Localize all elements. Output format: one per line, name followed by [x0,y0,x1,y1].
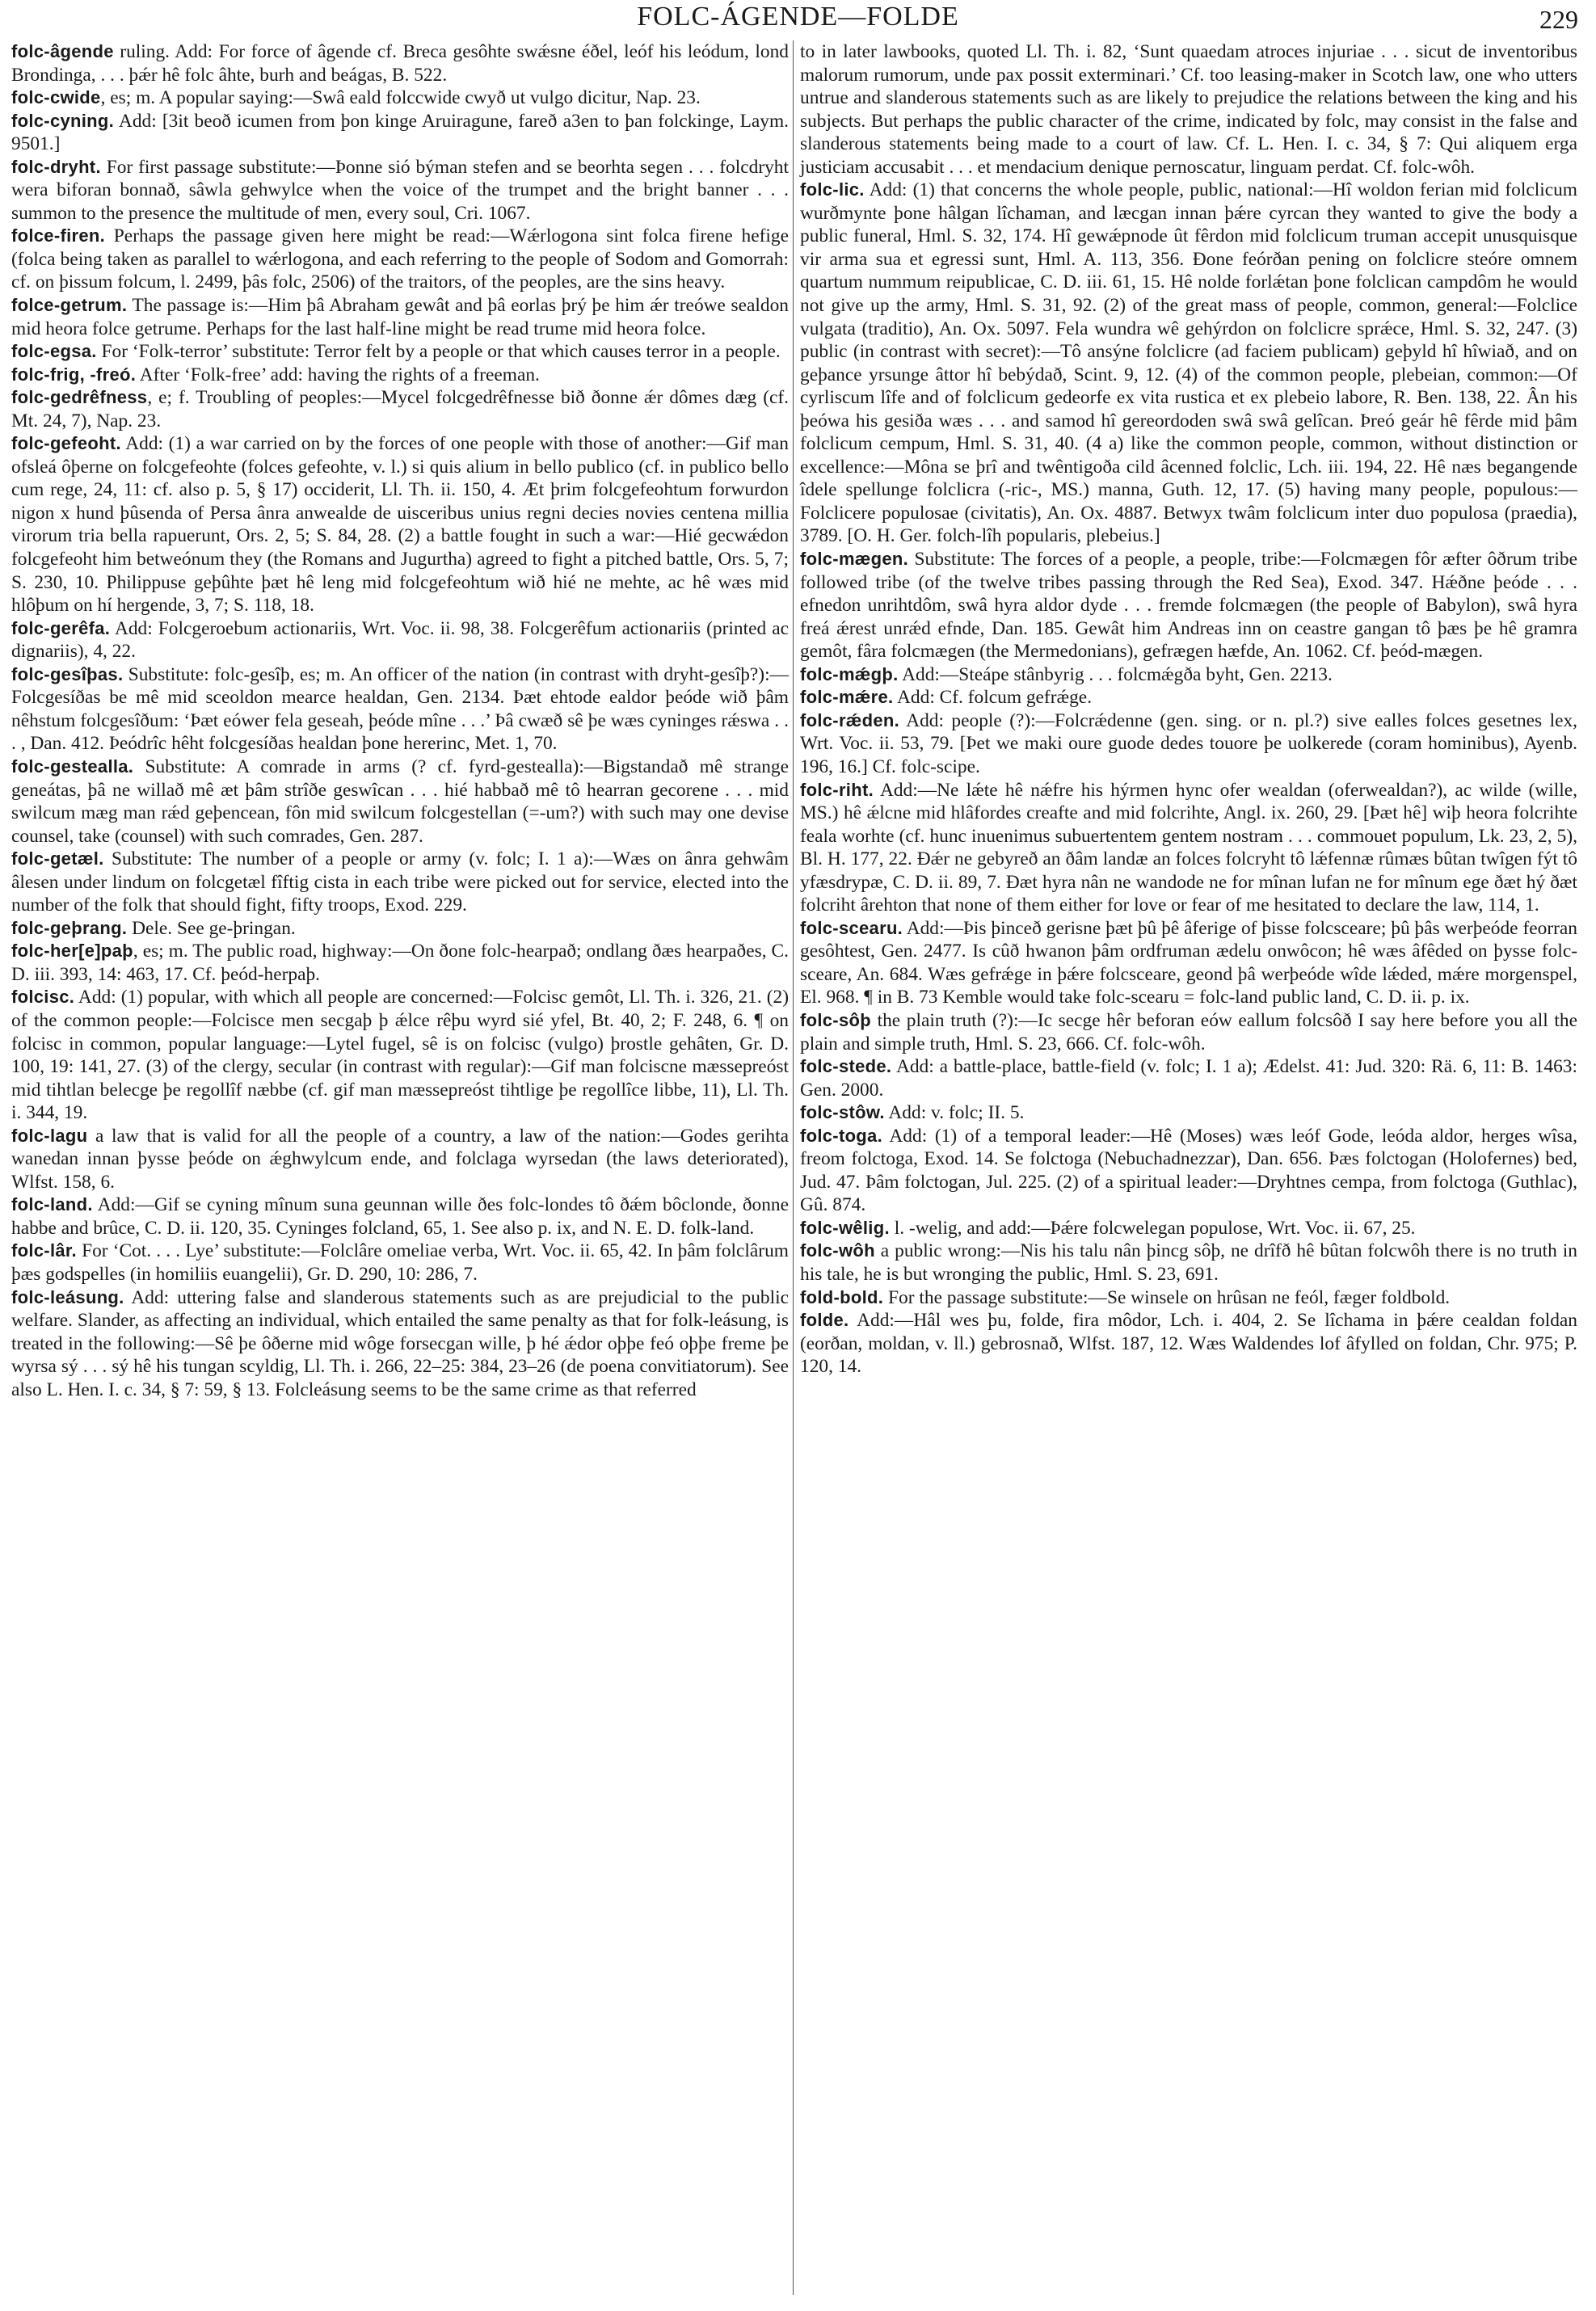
dictionary-entry [800,779,1577,917]
dictionary-entry [11,986,789,1124]
entry-definition: Add: (1) of a temporal leader:—Hê (Moses) wæs leóf Gode, leóda aldor, herges wîsa, freom folctoga, Exod. 14. Se folctoga (Nebuchadnezzar), Dan. 656. Þæs folctogan (Holofernes) bed, Jud. 47. Þâm folctogan, Jul. 225. (2) of a spiritual leader:—Dryhtnes cempa, from folctoga (Guthlac), Gû. 874. [800,1125,1577,1216]
dictionary-entry [800,1055,1577,1101]
dictionary-entry [11,848,789,917]
entry-headword: folc-gefeoht. [11,433,121,454]
entry-headword: fold-bold. [800,1286,884,1307]
dictionary-entry [11,917,789,941]
entry-definition: Add: Folcgeroebum actionariis, Wrt. Voc. ii. 98, 38. Folcgerêfum actionariis (printed ac dignariis), 4, 22. [11,617,789,663]
dictionary-entry [800,1286,1577,1310]
entry-definition: Add: a battle-place, battle-field (v. folc; I. 1 a); Ædelst. 41: Jud. 320: Rä. 6, 11: B. 1463: Gen. 2000. [800,1056,1577,1101]
entry-headword: folc-gedrêfness [11,387,148,408]
dictionary-entry [11,1125,789,1194]
page-number: 229 [1539,5,1578,34]
entry-headword: folc-toga. [800,1125,882,1146]
dictionary-entry [11,110,789,156]
dictionary-entry [800,1240,1577,1286]
entry-headword: folc-mægen. [800,549,909,570]
dictionary-entry [800,1009,1577,1055]
entry-headword: folc-riht. [800,779,874,800]
entry-headword: folc-gestealla. [11,756,134,777]
entry-definition: Add: (1) that concerns the whole people, public, national:—Hî woldon ferian mid folclicum wurðmynte þone hâlgan lîchaman, and læcgan innan þǽre cyrcan they wanted to give the body a public funeral, Hml. S. 32, 174. Hî gewǽpnode ût fêrdon mid folclicum truman accepit unusquisque vir arma sua et egressi sunt, Hml. A. 113, 356. Ðone feórðan pening on folclicre steóre omnem quartum nummum reipublicae, C. D. iii. 61, 15. Hê nolde forlǽtan þone folclican campdôm he would not give up the army, Hml. S. 31, 92. (2) of the great mass of people, common, general:—Folclice vulgata (traditio), An. Ox. 5097. Fela wundra wê gehýrdon on folclicre sprǽce, Hml. S. 32, 247. (3) public (in contrast with secret):—Tô ansýne folclicre (ad faciem publicam) geþyld hî hîwiað, and on geþance yrsunge âttor hî bebýdað, Scint. 9, 12. (4) of the common people, plebeian, common:—Of cyrliscum lîfe and of folclicum gedeorfe ex vita rustica et ex plebeio labore, R. Ben. 138, 22. Ân his þeówa his gesiða wæs . . . and samod hî gereordoden swâ swâ gelîcan. Þreó geár hê fêrde mid þâm folclicum cempum, Hml. S. 31, 40. (4 a) like the common people, common, without distinction or excellence:—Môna se þrî and twêntigoða cild âcenned folclic, Lch. iii. 194, 22. Hê næs begangende îdele spellunge folclicra (-ric-, MS.) manna, Guth. 12, 17. (5) having many people, populous:—Folclicere populosae (civitatis), An. Ox. 4887. Betwyx twâm folclicum inter duo populosa (praedia), 3789. [O. H. Ger. folch-lîh popularis, plebeius.] [800,179,1577,547]
entry-definition: , es; m. The public road, highway:—On ðone folc-hearpað; ondlang ðæs hearpaðes, C. D. iii. 393, 14: 463, 17. Cf. þeód-herpaþ. [11,941,789,985]
entry-definition: Add: Cf. folcum gefrǽge. [893,687,1093,709]
entry-definition: l. -welig, and add:—Þǽre folcwelegan populose, Wrt. Voc. ii. 67, 25. [889,1217,1416,1239]
entry-definition: Add:—Hâl wes þu, folde, fira môdor, Lch. i. 404, 2. Se lîchama in þǽre cealdan foldan (eorðan, moldan, v. ll.) gebrosnað, Wlfst. 187, 12. Wæs Waldendes lof âfylled on foldan, Chr. 975; P. 120, 14. [800,1310,1577,1378]
entry-headword: folcisc. [11,987,75,1008]
entry-headword: folc-leásung. [11,1286,124,1307]
entry-headword: folc-frig, -freó. [11,364,137,385]
right-column [800,40,1577,1379]
entry-headword: folce-getrum. [11,295,128,316]
dictionary-entry [800,917,1577,1009]
dictionary-entry [800,709,1577,779]
dictionary-entry [11,1193,789,1240]
dictionary-entry [11,364,789,387]
entry-definition: For ‘Folk-terror’ substitute: Terror felt by a people or that which causes terror in a people. [96,341,781,363]
entry-definition: Add: (1) a war carried on by the forces of one people with those of another:—Gif man ofsleá ôþerne on folcgefeohte (folces gefeohte, v. l.) si quis alium in bello publico (cf. in publico bello cum rege, 24, 11: cf. also p. 5, § 17) occiderit, Ll. Th. ii. 150, 4. Æt þrim folcgefeohtum forwurdon nigon x hund þûsenda of Persa ânra anwealde de uisceribus unius regni decies novies centena millia virorum tria bella rapuerunt, Ors. 2, 5; S. 84, 28. (2) a battle fought in such a war:—Hié gecwǽdon folcgefeoht him betweónum they (the Romans and Jugurtha) agreed to fight a pitched battle, Ors. 5, 7; S. 230, 10. Philippuse geþûhte þæt hê leng mid folcgefeohtum wið hié ne mehte, ac hê wæs mid hlôþum on hí hergende, 3, 7; S. 118, 18. [11,433,789,617]
entry-headword: folc-rǽden. [800,709,900,730]
entry-definition: Add: people (?):—Folcrǽdenne (gen. sing. or n. pl.?) sive ealles folces gesetnes lex, Wrt. Voc. ii. 53, 79. [Þet we maki oure guode dedes touore þe uolkerede (coram hominibus), Ayenb. 196, 16.] Cf. folc-scipe. [800,709,1577,777]
entry-definition: Substitute: folc-gesîþ, es; m. An officer of the nation (in contrast with dryht-gesîþ?):—Folcgesíðas be mê mid sceoldon mearce healdan, Gen. 2134. Þæt ehtode ealdor þeóde wið þâm nêhstum folcgesîðum: ‘Þæt eówer fela geseah, þeóde mîne . . .’ Þâ cwæð sê þe wæs cyninges rǽswa . . . , Dan. 412. Þeódrîc hêht folcgesíðas healdan þone hererinc, Met. 1, 70. [11,663,789,755]
dictionary-entry [11,1286,789,1402]
entry-definition: ruling. Add: For force of âgende cf. Breca gesôhte swǽsne éðel, leóf his leódum, lond Brondinga, . . . þǽr hê folc âhte, burh and beágas, B. 522. [11,41,789,86]
entry-headword: folc-cwide [11,87,101,108]
dictionary-entry [11,294,789,340]
entry-headword: folc-gerêfa. [11,617,111,638]
entry-headword: folc-gesîþas. [11,663,124,684]
entry-definition: For first passage substitute:—Þonne sió býman stefen and se beorhta segen . . . folcdryht wera biforan bonnað, sâwla gehwylce when the voice of the trumpet and the bright banner . . . summon to the presence the multitude of men, every soul, Cri. 1067. [11,156,789,224]
dictionary-entry [11,40,789,86]
entry-headword: folc-cyning. [11,110,115,131]
entry-headword: folc-her[e]paþ [11,941,133,962]
dictionary-entry [800,1217,1577,1240]
entry-headword: folc-getæl. [11,848,104,869]
entry-definition: , e; f. Troubling of peoples:—Mycel folcgedrêfnesse bið ðonne ǽr dômes dæg (cf. Mt. 24, 7), Nap. 23. [11,387,789,431]
entry-headword: folc-geþrang. [11,917,128,938]
dictionary-entry [11,86,789,110]
entry-definition: Perhaps the passage given here might be read:—Wǽrlogona sint folca firene hefige (folca being taken as parallel to wǽrlogona, and each referring to the people of Sodom and Gomorrah: cf. on þissum folcum, l. 2499, þâs folc, 2506) of the traitors, of the peoples, are the sins heavy. [11,225,789,293]
entry-definition: Add:—Steápe stânbyrig . . . folcmǽgða byht, Gen. 2213. [898,663,1333,685]
entry-headword: folc-lâr. [11,1240,77,1261]
entry-headword: folc-lagu [11,1125,88,1146]
entry-definition: Substitute: The forces of a people, a people, tribe:—Folcmægen fôr æfter ôðrum tribe followed tribe (of the twelve tribes passing through the Red Sea), Exod. 347. Hǽðne þeóde . . . efnedon unrihtdôm, swâ hyra aldor dyde . . . fremde folcmægen (the people of Babylon), swâ hyra freá ǽrest unrǽd efnde, Dan. 185. Gewât him Andreas inn on ceastre gangan tô þæs þe hê gramra gemôt, fâra folcmægen (the Mermedonians), gefrægen hæfde, An. 1062. Cf. þeód-mægen. [800,549,1577,663]
entry-headword: folc-âgende [11,41,114,61]
entry-definition: a law that is valid for all the people of a country, a law of the nation:—Godes gerihta wanedan innan þysse þeóde on ǽghwylcum ende, and folclaga wyrsedan (the laws deteriorated), Wlfst. 158, 6. [11,1125,789,1193]
dictionary-entry [800,1101,1577,1125]
dictionary-entry [800,686,1577,709]
entry-definition: For the passage substitute:—Se winsele on hrûsan ne feól, fæger foldbold. [883,1286,1451,1308]
entry-definition: Substitute: The number of a people or army (v. folc; I. 1 a):—Wæs on ânra gehwâm âlesen under lindum on folcgetæl fîftig cista in each tribe were picked out for service, elected into the number of the folk that should fight, fifty troops, Exod. 229. [11,848,789,916]
entry-definition: , es; m. A popular saying:—Swâ eald folccwide cwyð ut vulgo dicitur, Nap. 23. [100,87,701,109]
dictionary-entry [800,40,1577,179]
dictionary-entry [11,1240,789,1286]
entry-headword: folc-stôw. [800,1102,885,1123]
entry-definition: Substitute: A comrade in arms (? cf. fyrd-gestealla):—Bigstandað mê strange geneátas, þâ ne willað mê æt þâm strîðe geswîcan . . . hié habbað mê tô hearran gecorene . . . mid swilcum mæg man rǽd geþencean, fôn mid swilcum folcgestellan (=-um?) with such may one devise counsel, take (counsel) with such comrades, Gen. 287. [11,756,789,847]
entry-headword: folc-wôh [800,1240,875,1261]
entry-definition: Add: [3it beoð icumen from þon kinge Aruiragune, fareð a3en to þan folckinge, Laym. 9501.] [11,110,789,155]
dictionary-entry [11,663,789,756]
dictionary-entry [11,225,789,294]
entry-definition: Add: (1) popular, with which all people are concerned:—Folcisc gemôt, Ll. Th. i. 326, 21. (2) of the common people:—Folcisce men secgaþ þ ǽlce rêþu wyrd sié yfel, Bt. 40, 2; F. 248, 6. ¶ on folcisc in common, popular language:—Lytel fugel, sê is on folcisc (vulgo) þrostle gehâten, Gr. D. 100, 19: 141, 27. (3) of the clergy, secular (in contrast with regular):—Gif man folciscne mæssepreóst mid tihtlan belecge þe regollîf næbbe (cf. gif man mæssepreóst tihtlige þe regollîce libbe, 11), Ll. Th. i. 344, 19. [11,987,789,1124]
page-title: FOLC-ÁGENDE—FOLDE [637,2,959,32]
entry-headword: folc-mǽre. [800,687,894,708]
entry-headword: folce-firen. [11,225,106,246]
entry-headword: folc-land. [11,1194,93,1215]
dictionary-entry [800,179,1577,548]
entry-headword: folc-wêlig. [800,1217,890,1238]
dictionary-entry [800,1125,1577,1217]
entry-definition: a public wrong:—Nis his talu nân þincg sôþ, ne drîfð hê bûtan folcwôh there is no truth in his tale, he is but wronging the public, Hml. S. 23, 691. [800,1240,1577,1285]
column-divider [793,40,794,2295]
entry-headword: folc-mǽgþ. [800,663,899,684]
entry-definition: Add: v. folc; II. 5. [884,1102,1025,1124]
dictionary-entry [11,340,789,364]
entry-headword: folc-dryht. [11,156,101,177]
dictionary-entry [800,663,1577,687]
dictionary-entry [800,1309,1577,1379]
entry-definition: Dele. See ge-þringan. [127,917,296,939]
dictionary-entry [800,548,1577,663]
entry-definition: the plain truth (?):—Ic secge hêr beforan eów eallum folcsôð I say here before you all the plain and simple truth, Hml. S. 23, 666. Cf. folc-wôh. [800,1009,1577,1054]
entry-definition: to in later lawbooks, quoted Ll. Th. i. 82, ‘Sunt quaedam atroces injuriae . . . sicut de inventoribus malorum rumorum, unde pax possit exterminari.’ Cf. too leasing-maker in Scotch law, one who utters untrue and slanderous statements such as are likely to prejudice the relations between the king and his subjects. But perhaps the public character of the crime, indicated by folc, may consist in the false and slanderous statements being made to a court of law. Cf. L. Hen. I. c. 34, § 7: Qui aliquem erga justiciam accusabit . . . et mendacium denique pernoscatur, linguam perdat. Cf. folc-wôh. [800,41,1577,178]
entry-headword: folde. [800,1310,849,1331]
entry-definition: For ‘Cot. . . . Lye’ substitute:—Folclâre omeliae verba, Wrt. Voc. ii. 65, 42. In þâm folclârum þæs godspelles (in homiliis euangelii), Gr. D. 290, 10: 286, 7. [11,1240,789,1285]
dictionary-entry [11,940,789,986]
dictionary-entry [11,432,789,617]
entry-definition: Add:—Þis þinceð gerisne þæt þû þê âferige of þisse folcsceare; þû þâs werþeóde feorran gesôhtest, Gen. 2477. Is cûð hwanon þâm ordfruman ædelu onwôcon; hê wæs âfêded on þysse folc-sceare, An. 684. Wæs gefrǽge in þǽre folcsceare, geond þâ werþeóde wîde lǽded, mǽre morgenspel, El. 968. ¶ in B. 73 Kemble would take folc-scearu = folc-land public land, C. D. ii. p. ix. [800,917,1577,1008]
entry-definition: The passage is:—Him þâ Abraham gewât and þâ eorlas þrý þe him ǽr treówe sealdon mid heora folce getrume. Perhaps for the last half-line might be read trume mid heora folce. [11,295,789,339]
running-header [0,2,1596,36]
dictionary-entry [11,156,789,225]
dictionary-entry [11,756,789,848]
entry-headword: folc-scearu. [800,917,903,938]
dictionary-entry [11,617,789,663]
entry-definition: Add:—Ne lǽte hê nǽfre his hýrmen hync ofer wealdan (oferwealdan?), ac wilde (wille, MS.) hê ǽlcne mid hlâfordes creafte and mid folcrihte, Angl. ix. 260, 29. [Þæt hê] wiþ heora folcrihte feala worhte (cf. hunc inuenimus subuertentem gentem nostram . . . commouet populum, Lk. 23, 2, 5), Bl. H. 177, 22. Ðǽr ne gebyreð an ðâm landæ an folces folcryht tô lǽfennæ rûmæs bûtan twîgen fýt tô yfæsdrypæ, C. D. ii. 89, 7. Ðæt hyra nân ne wandode ne for mînan lufan ne for mînum ege ðæt hý ðæt folcriht ârehton that none of them either for love or fear of me hesitated to declare the law, 114, 1. [800,779,1577,916]
entry-definition: After ‘Folk-free’ add: having the rights of a freeman. [136,364,540,385]
entry-definition: Add: uttering false and slanderous statements such as are prejudicial to the public welfare. Slander, as affecting an individual, which entailed the same penalty as that for folk-leásung, is treated in the following:—Sê þe ôðerne mid wôge forsecgan wille, þ hé ǽdor oþþe feó oþþe freme þe wyrsa sý . . . sý hê his tungan scyldig, Ll. Th. i. 266, 22–25: 384, 23–26 (de poena convitiatorum). See also L. Hen. I. c. 34, § 7: 59, § 13. Folcleásung seems to be the same crime as that referred [11,1286,789,1400]
left-column [11,40,789,1401]
entry-headword: folc-sôþ [800,1009,871,1030]
entry-headword: folc-egsa. [11,341,97,362]
dictionary-entry [11,386,789,432]
entry-headword: folc-stede. [800,1056,892,1077]
entry-headword: folc-lic. [800,179,865,200]
entry-definition: Add:—Gif se cyning mînum suna geunnan wille ðes folc-londes tô ðǽm bôclonde, ðonne habbe and brûce, C. D. ii. 120, 35. Cyninges folcland, 65, 1. See also p. ix, and N. E. D. folk-land. [11,1194,789,1239]
